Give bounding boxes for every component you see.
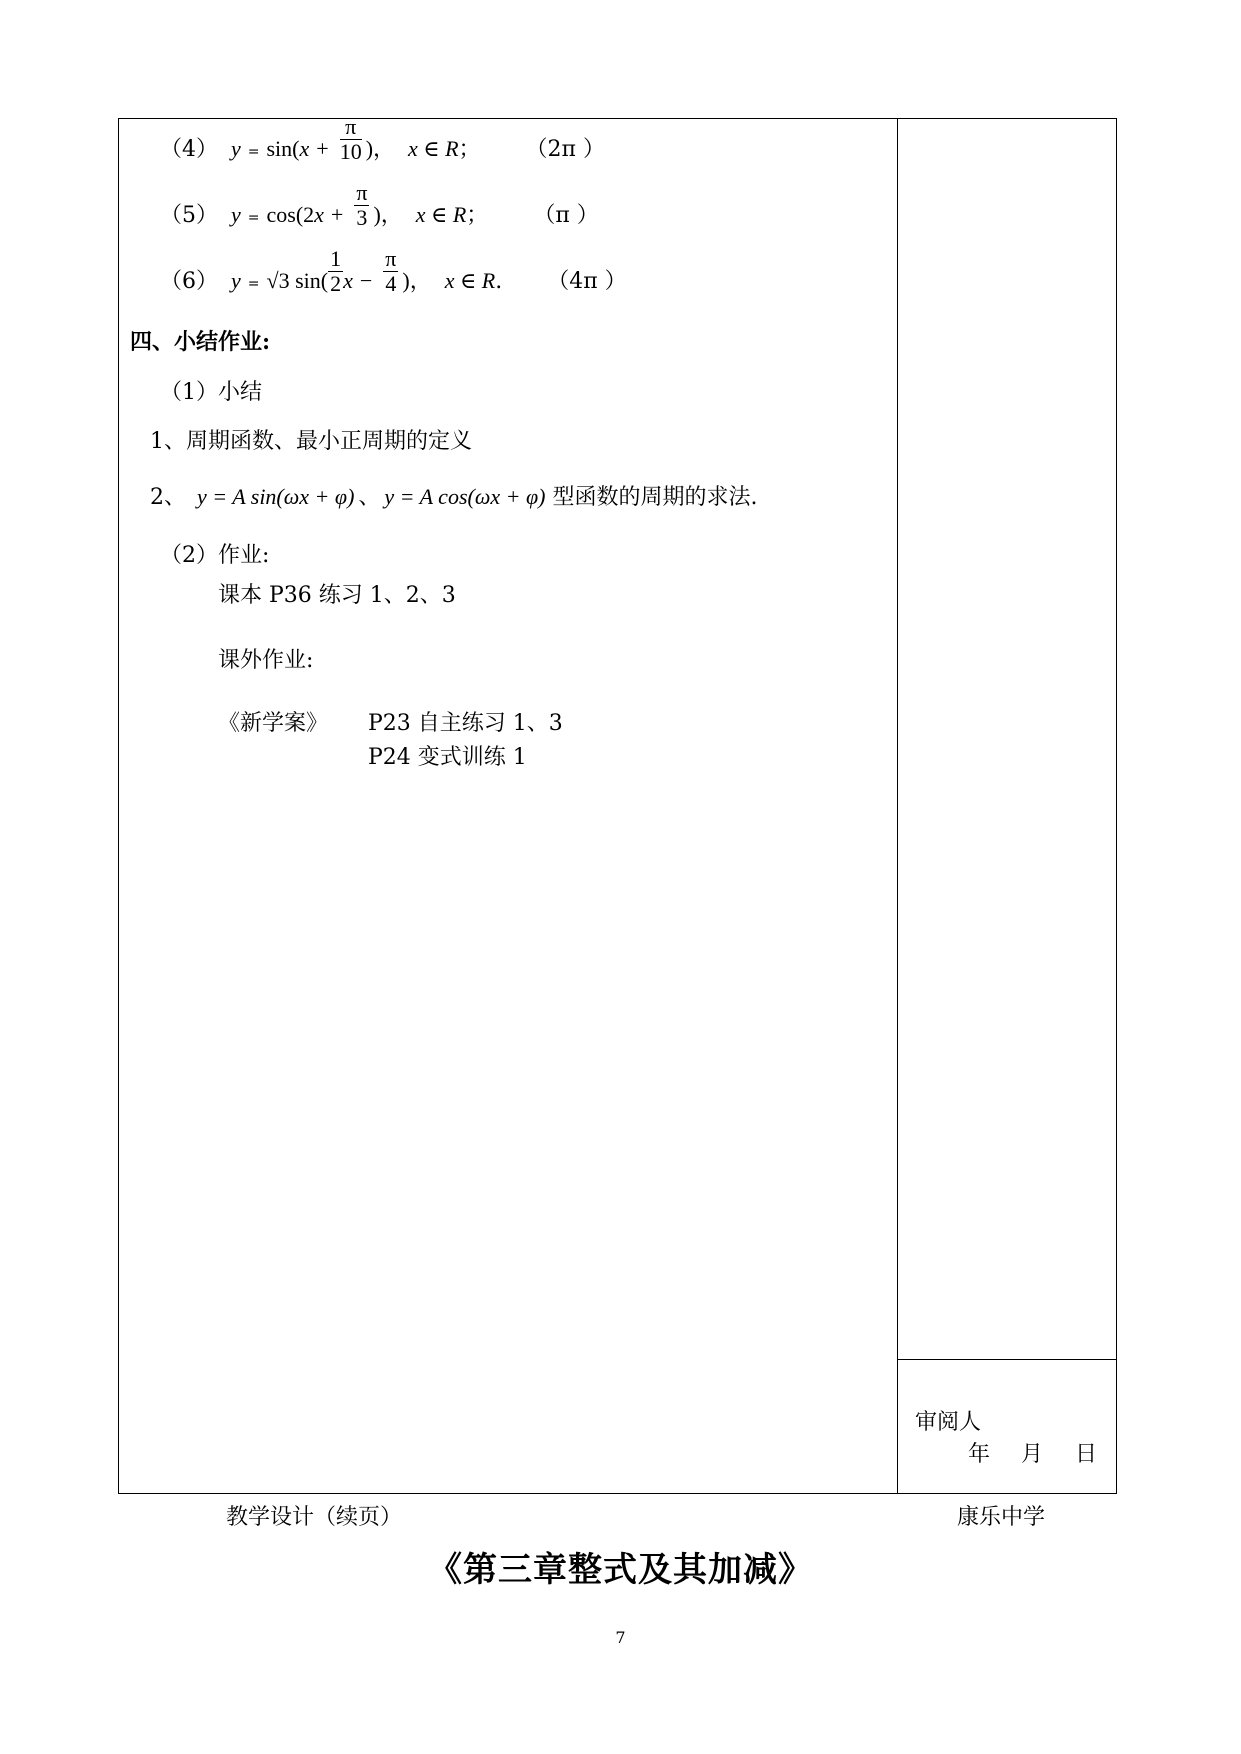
exercise-5: （5） y = cos(2x + $\frac{\pi}{3}$ )， x ∈ R； （π ） <box>160 179 599 230</box>
homework-extra-label: 课外作业: <box>218 648 314 673</box>
subheading-homework: （2）作业: <box>160 543 270 568</box>
review-year: 年 <box>968 1442 991 1467</box>
exercise-4: （4） y = sin(x + $\frac{\pi}{10}$ )， x ∈ R； （2π ） <box>160 113 605 164</box>
page-number: 7 <box>615 1628 626 1647</box>
column-divider <box>897 118 898 1494</box>
homework-textbook: 课本 P36 练习 1、2、3 <box>218 583 456 608</box>
summary-point-1: 1、周期函数、最小正周期的定义 <box>150 429 472 454</box>
summary-point-2: 2、 y = A sin(ωx + φ) 、 y = A cos(ωx + φ) 型函数的周期的求法. <box>150 484 758 510</box>
homework-book-title: 《新学案》 <box>218 711 329 736</box>
footer-school-name: 康乐中学 <box>957 1505 1046 1530</box>
footer-left-label: 教学设计（续页） <box>226 1505 403 1530</box>
exercise-6: （6） y = √3 sin( $\frac{1}{2}$ x − $\frac{\pi}{4}$ )， x ∈ R. （4π ） <box>160 245 627 296</box>
reviewer-label: 审阅人 <box>915 1410 982 1435</box>
section-heading-summary: 四、小结作业: <box>130 329 271 355</box>
subheading-summary: （1）小结 <box>160 380 262 405</box>
homework-book-line-2: P24 变式训练 1 <box>368 745 527 770</box>
review-cell-divider <box>897 1359 1117 1360</box>
chapter-title: 《第三章整式及其加减》 <box>428 1550 813 1590</box>
review-day: 日 <box>1075 1442 1098 1467</box>
review-month: 月 <box>1021 1442 1044 1467</box>
homework-book-line-1: P23 自主练习 1、3 <box>368 711 563 736</box>
